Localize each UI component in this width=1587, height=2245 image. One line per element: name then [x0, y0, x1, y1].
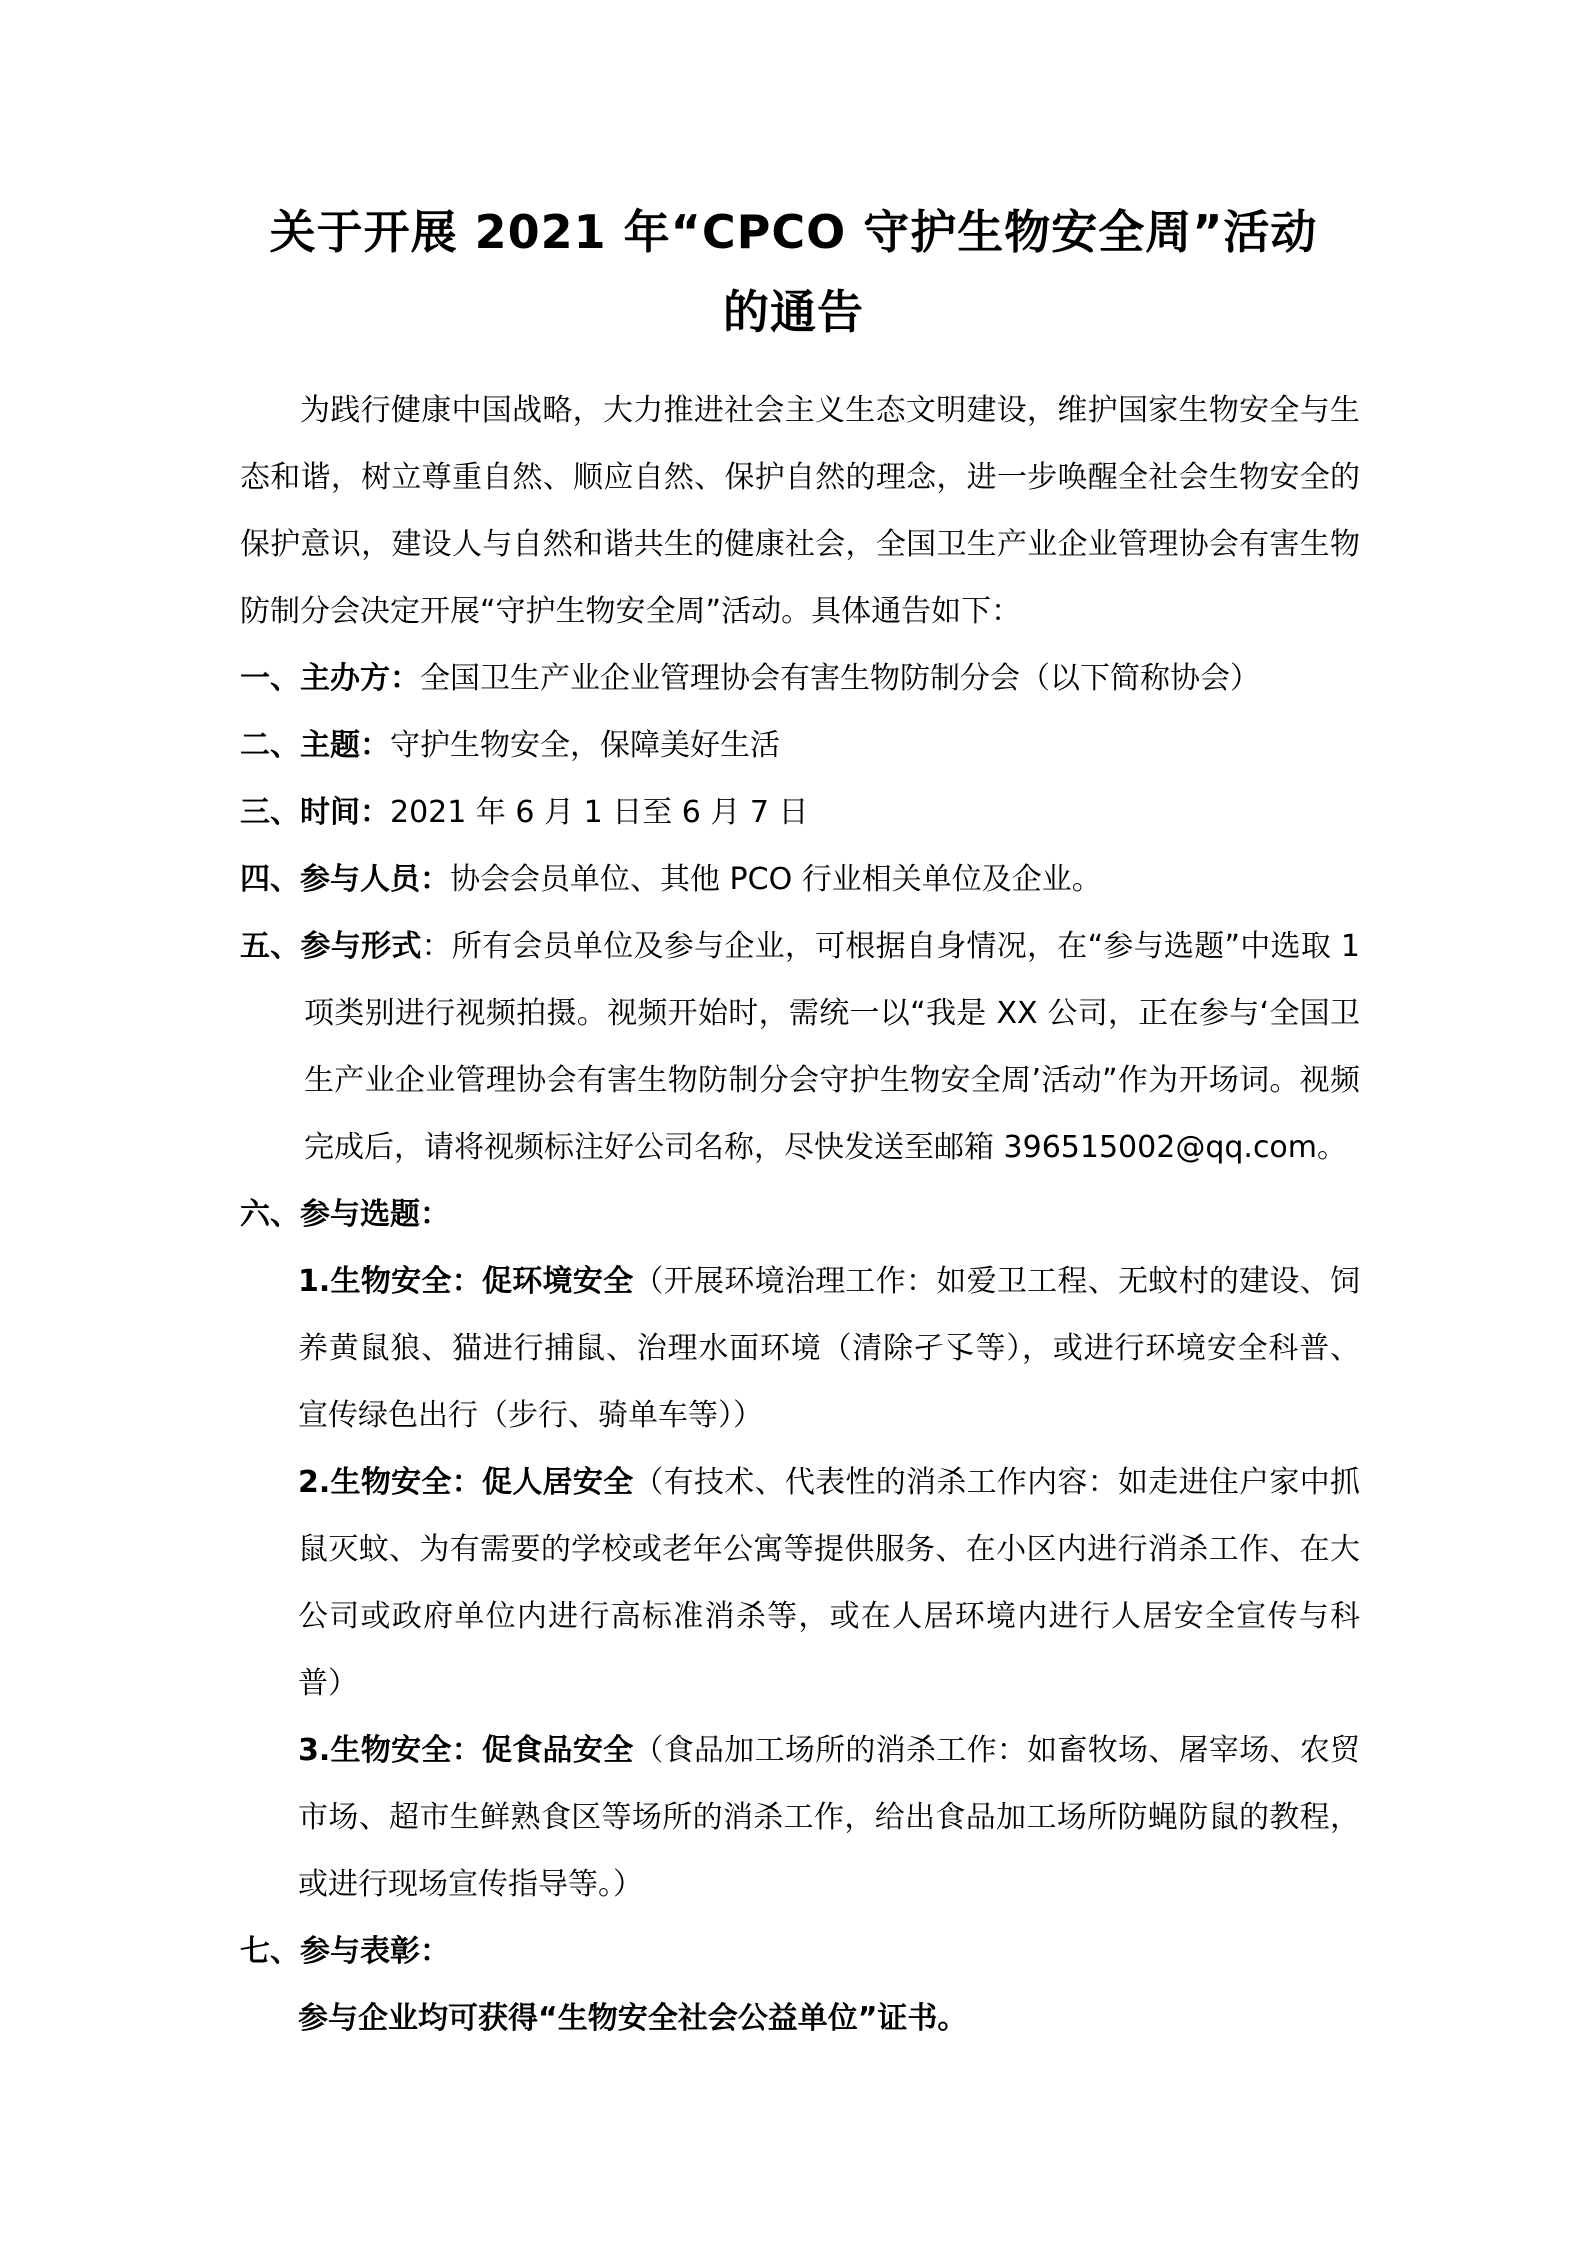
section-time [240, 779, 1360, 846]
topic-item-environment [298, 1248, 1360, 1449]
section-participants [240, 846, 1360, 913]
topic-text: （开展环境治理工作：如爱卫工程、无蚊村的建设、饲养黄鼠狼、猫进行捕鼠、治理水面环境（清除孑孓等），或进行环境安全科普、宣传绿色出行（步行、骑单车等）） [298, 1264, 1360, 1433]
section-text: 协会会员单位、其他 PCO 行业相关单位及企业。 [450, 862, 1102, 897]
section-theme [240, 712, 1360, 779]
document-body [240, 377, 1360, 2052]
topic-label: 3.生物安全：促食品安全 [298, 1733, 634, 1768]
section-label: 一、主办方： [240, 661, 420, 696]
section-label: 四、参与人员： [240, 862, 450, 897]
topic-label: 2.生物安全：促人居安全 [298, 1465, 634, 1500]
section-text: ：所有会员单位及参与企业，可根据自身情况，在“参与选题”中选取 1 项类别进行视频拍摄。视频开始时，需统一以“我是 XX 公司，正在参与‘全国卫生产业企业管理协会有害生物防制分会守护生物安全周’活动”作为开场词。视频完成后，请将视频标注好公司名称，尽快发送至邮箱 396515002@qq.com。 [304, 929, 1360, 1165]
section-text: 守护生物安全，保障美好生活 [390, 728, 780, 763]
section-text: 2021 年 6 月 1 日至 6 月 7 日 [390, 795, 809, 830]
topic-label: 1.生物安全：促环境安全 [298, 1264, 634, 1299]
title-line-2: 的通告 [723, 285, 864, 339]
award-text: 参与企业均可获得“生物安全社会公益单位”证书。 [298, 2001, 968, 2036]
topic-item-food [298, 1717, 1360, 1918]
section-organizer [240, 645, 1360, 712]
section-format [240, 913, 1360, 1181]
topic-item-living [298, 1449, 1360, 1717]
section-text: 全国卫生产业企业管理协会有害生物防制分会（以下简称协会） [420, 661, 1260, 696]
intro-paragraph: 为践行健康中国战略，大力推进社会主义生态文明建设，维护国家生物安全与生态和谐，树立尊重自然、顺应自然、保护自然的理念，进一步唤醒全社会生物安全的保护意识，建设人与自然和谐共生的健康社会，全国卫生产业企业管理协会有害生物防制分会决定开展“守护生物安全周”活动。具体通告如下： [240, 393, 1360, 629]
section-label: 三、时间： [240, 795, 390, 830]
document-title [200, 192, 1387, 352]
section-label: 五、参与形式 [240, 929, 422, 964]
title-line-1: 关于开展 2021 年“CPCO 守护生物安全周”活动 [269, 205, 1318, 259]
section-label: 六、参与选题： [240, 1197, 450, 1232]
section-topics-heading [240, 1181, 1360, 1248]
topic-text: （有技术、代表性的消杀工作内容：如走进住户家中抓鼠灭蚊、为有需要的学校或老年公寓等提供服务、在小区内进行消杀工作、在大公司或政府单位内进行高标准消杀等，或在人居环境内进行人居安全宣传与科普） [298, 1465, 1360, 1701]
section-award-heading [240, 1918, 1360, 1985]
topic-text: （食品加工场所的消杀工作：如畜牧场、屠宰场、农贸市场、超市生鲜熟食区等场所的消杀工作，给出食品加工场所防蝇防鼠的教程，或进行现场宣传指导等。） [298, 1733, 1360, 1902]
section-label: 七、参与表彰： [240, 1934, 450, 1969]
section-label: 二、主题： [240, 728, 390, 763]
